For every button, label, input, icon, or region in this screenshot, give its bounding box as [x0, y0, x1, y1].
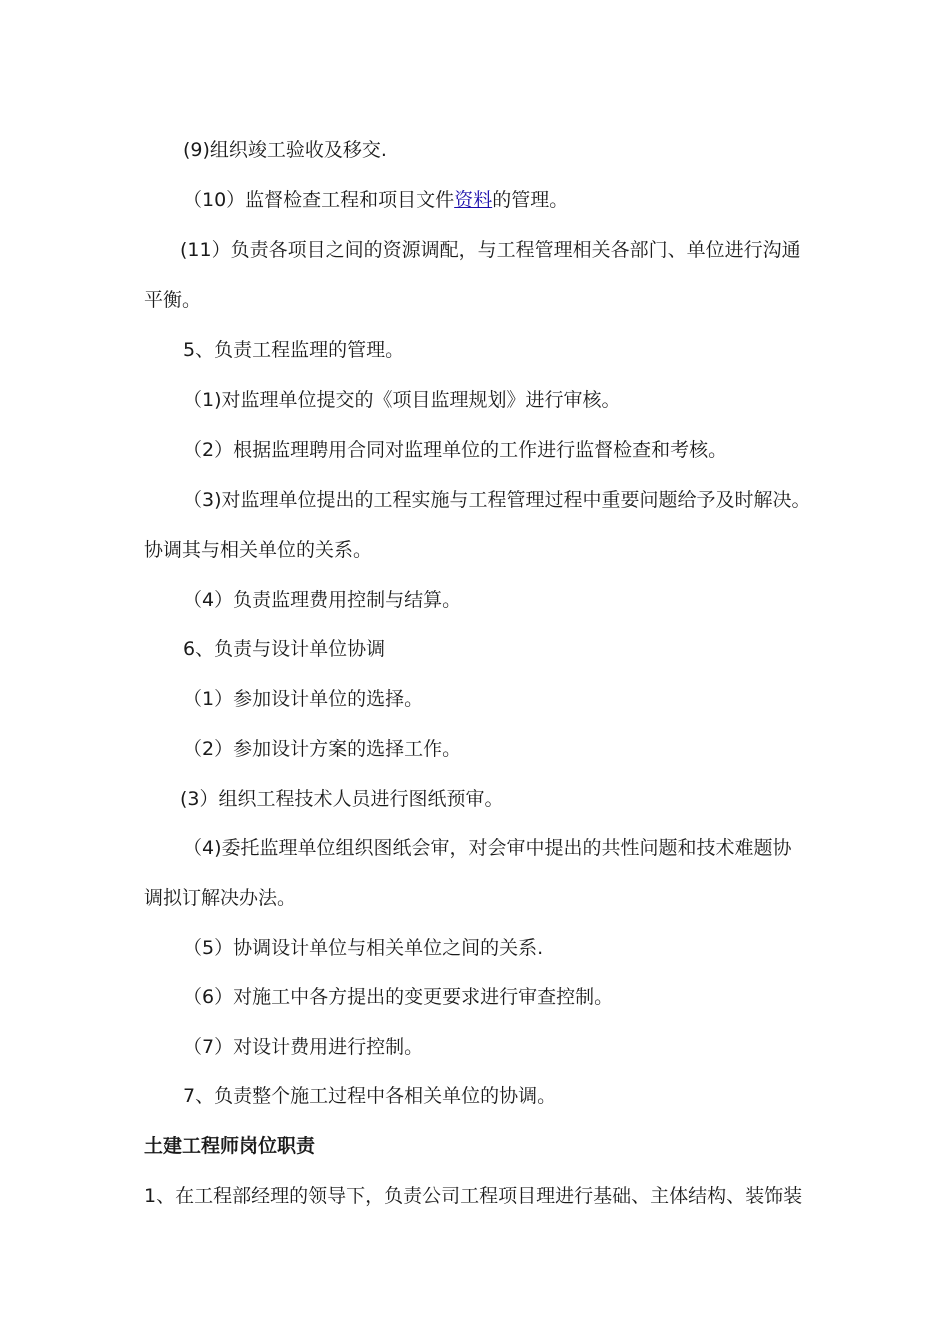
line-text: （10）监督检查工程和项目文件 — [183, 189, 455, 211]
paragraph-line — [0, 985, 950, 1009]
paragraph-line — [0, 238, 950, 262]
line-text: 7、负责整个施工过程中各相关单位的协调。 — [183, 1085, 557, 1107]
line-text: 协调其与相关单位的关系。 — [144, 539, 373, 561]
paragraph-line — [0, 936, 950, 960]
line-text: （6）对施工中各方提出的变更要求进行审查控制。 — [183, 986, 614, 1008]
paragraph-line — [0, 737, 950, 761]
line-text: （1）参加设计单位的选择。 — [183, 688, 424, 710]
paragraph-line — [0, 637, 950, 661]
line-text: （2）根据监理聘用合同对监理单位的工作进行监督检查和考核。 — [183, 439, 728, 461]
line-text: （3)对监理单位提出的工程实施与工程管理过程中重要问题给予及时解决。 — [183, 489, 811, 511]
line-text: （7）对设计费用进行控制。 — [183, 1036, 424, 1058]
paragraph-line — [0, 138, 950, 162]
paragraph-line — [0, 886, 950, 910]
line-text: 6、负责与设计单位协调 — [183, 638, 386, 660]
paragraph-line — [0, 288, 950, 312]
line-text: （2）参加设计方案的选择工作。 — [183, 738, 462, 760]
paragraph-line — [0, 1035, 950, 1059]
paragraph-line — [0, 1084, 950, 1108]
paragraph-line — [0, 787, 950, 811]
paragraph-line — [0, 338, 950, 362]
resource-link[interactable]: 资料 — [454, 189, 493, 211]
paragraph-line — [0, 488, 950, 512]
paragraph-line — [0, 1184, 950, 1208]
line-text: 1、在工程部经理的领导下，负责公司工程项目理进行基础、主体结构、装饰装 — [144, 1185, 803, 1207]
heading-text: 土建工程师岗位职责 — [144, 1135, 316, 1157]
line-text: (3）组织工程技术人员进行图纸预审。 — [180, 788, 504, 810]
line-text: (11）负责各项目之间的资源调配，与工程管理相关各部门、单位进行沟通 — [180, 239, 801, 261]
section-heading — [0, 1134, 950, 1158]
line-text: 的管理。 — [492, 189, 569, 211]
line-text: （4）负责监理费用控制与结算。 — [183, 589, 462, 611]
paragraph-line — [0, 438, 950, 462]
line-text: （5）协调设计单位与相关单位之间的关系. — [183, 937, 544, 959]
line-text: （1)对监理单位提交的《项目监理规划》进行审核。 — [183, 389, 621, 411]
paragraph-line — [0, 687, 950, 711]
paragraph-line — [0, 388, 950, 412]
line-text: 调拟订解决办法。 — [144, 887, 297, 909]
line-text: (9)组织竣工验收及移交. — [183, 139, 387, 161]
paragraph-line — [0, 836, 950, 860]
line-text: 平衡。 — [144, 289, 202, 311]
paragraph-line — [0, 588, 950, 612]
line-text: 5、负责工程监理的管理。 — [183, 339, 405, 361]
paragraph-line — [0, 538, 950, 562]
line-text: （4)委托监理单位组织图纸会审，对会审中提出的共性问题和技术难题协 — [183, 837, 792, 859]
paragraph-line — [0, 188, 950, 212]
